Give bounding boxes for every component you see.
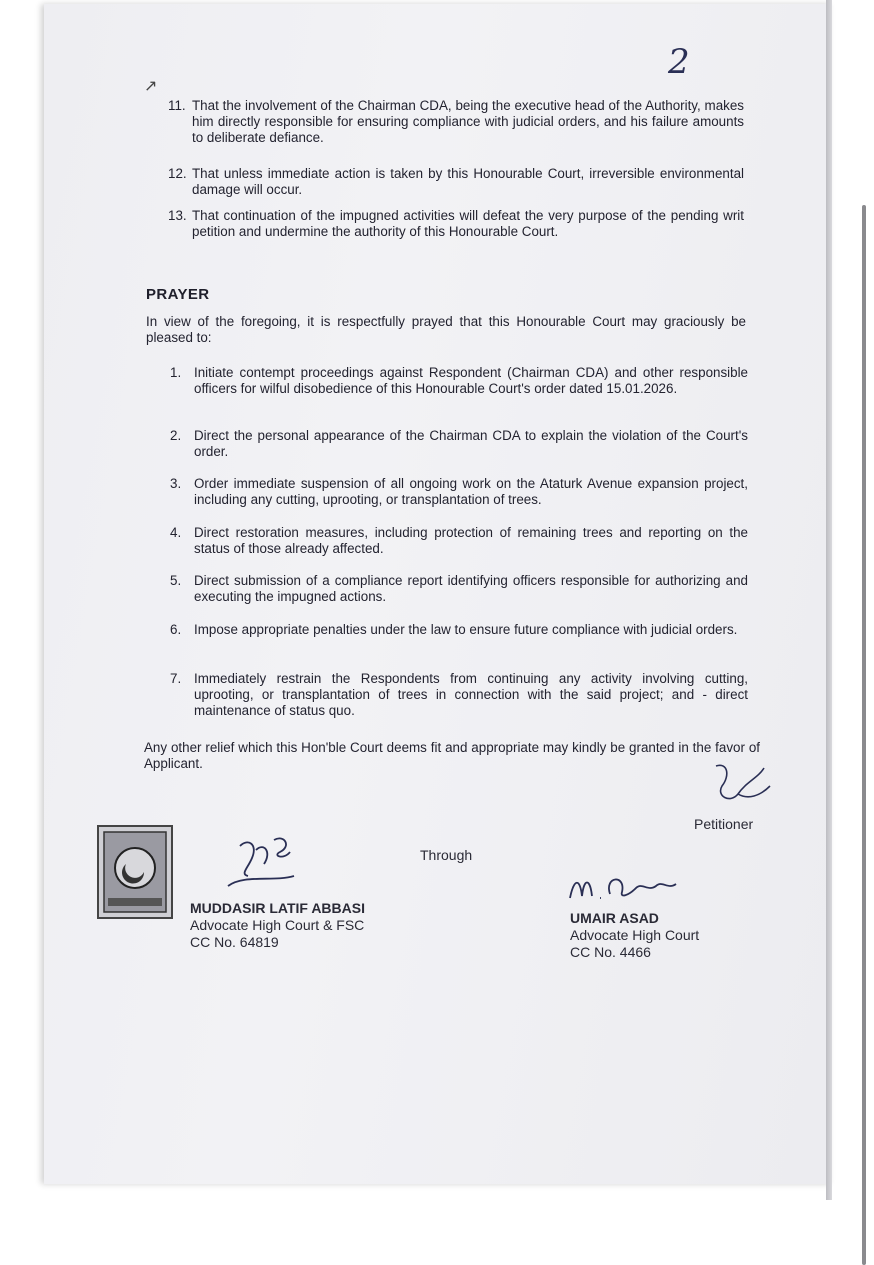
point-text: That continuation of the impugned activities will defeat the very purpose of the pending writ petition and undermine the authority of this Honourable Court.: [192, 208, 744, 239]
prayer-intro: In view of the foregoing, it is respectfully prayed that this Honourable Court may graciously be pleased to:: [146, 314, 746, 345]
advocate-signature-right: [564, 868, 694, 908]
advocate-left-title: Advocate High Court & FSC: [190, 917, 365, 933]
advocate-right-name: UMAIR ASAD: [570, 910, 659, 926]
item-number: 6.: [170, 622, 182, 637]
point-text: That the involvement of the Chairman CDA, being the executive head of the Authority, makes him directly responsible for ensuring compliance with judicial orders, and his failure amounts to deliberate defiance.: [192, 98, 744, 145]
point-number: 11.: [168, 98, 186, 113]
item-text: Direct the personal appearance of the Chairman CDA to explain the violation of the Court's order.: [194, 428, 748, 459]
point-text: That unless immediate action is taken by this Honourable Court, irreversible environmental damage will occur.: [192, 166, 744, 197]
margin-mark: ↗: [144, 78, 158, 95]
prayer-heading: PRAYER: [146, 286, 210, 303]
page-edge-shadow: [826, 0, 832, 1200]
handwritten-page-number: 2: [668, 42, 690, 82]
item-number: 4.: [170, 525, 182, 540]
document-page: [44, 4, 832, 1184]
advocate-right-cc: CC No. 4466: [570, 944, 651, 960]
prayer-closing: Any other relief which this Hon'ble Court deems fit and appropriate may kindly be granted in the favor of Applicant.: [144, 740, 760, 771]
item-text: Impose appropriate penalties under the law to ensure future compliance with judicial orders.: [194, 622, 738, 637]
item-number: 2.: [170, 428, 182, 443]
item-text: Immediately restrain the Respondents from continuing any activity involving cutting, uprooting, or transplantation of trees in connection with the said project; and - direct maintenance of status quo.: [194, 671, 748, 718]
item-text: Order immediate suspension of all ongoing work on the Ataturk Avenue expansion project, including any cutting, uprooting, or transplantation of trees.: [194, 476, 748, 507]
item-text: Direct submission of a compliance report identifying officers responsible for authorizing and executing the impugned actions.: [194, 573, 748, 604]
advocate-signature-left: [214, 830, 334, 900]
petitioner-signature: [708, 756, 778, 816]
item-number: 1.: [170, 365, 182, 380]
item-number: 5.: [170, 573, 182, 588]
advocate-left-name: MUDDASIR LATIF ABBASI: [190, 900, 365, 916]
item-text: Direct restoration measures, including protection of remaining trees and reporting on the status of those already affected.: [194, 525, 748, 556]
item-text: Initiate contempt proceedings against Respondent (Chairman CDA) and other responsible officers for wilful disobedience of this Honourable Court's order dated 15.01.2026.: [194, 365, 748, 396]
scrollbar[interactable]: [862, 205, 866, 1265]
advocate-right-title: Advocate High Court: [570, 927, 700, 943]
item-number: 3.: [170, 476, 182, 491]
item-number: 7.: [170, 671, 182, 686]
point-number: 13.: [168, 208, 187, 223]
court-stamp: [96, 824, 174, 920]
through-label: Through: [420, 847, 473, 863]
point-number: 12.: [168, 166, 187, 181]
petitioner-label: Petitioner: [694, 816, 754, 832]
advocate-left-cc: CC No. 64819: [190, 934, 279, 950]
